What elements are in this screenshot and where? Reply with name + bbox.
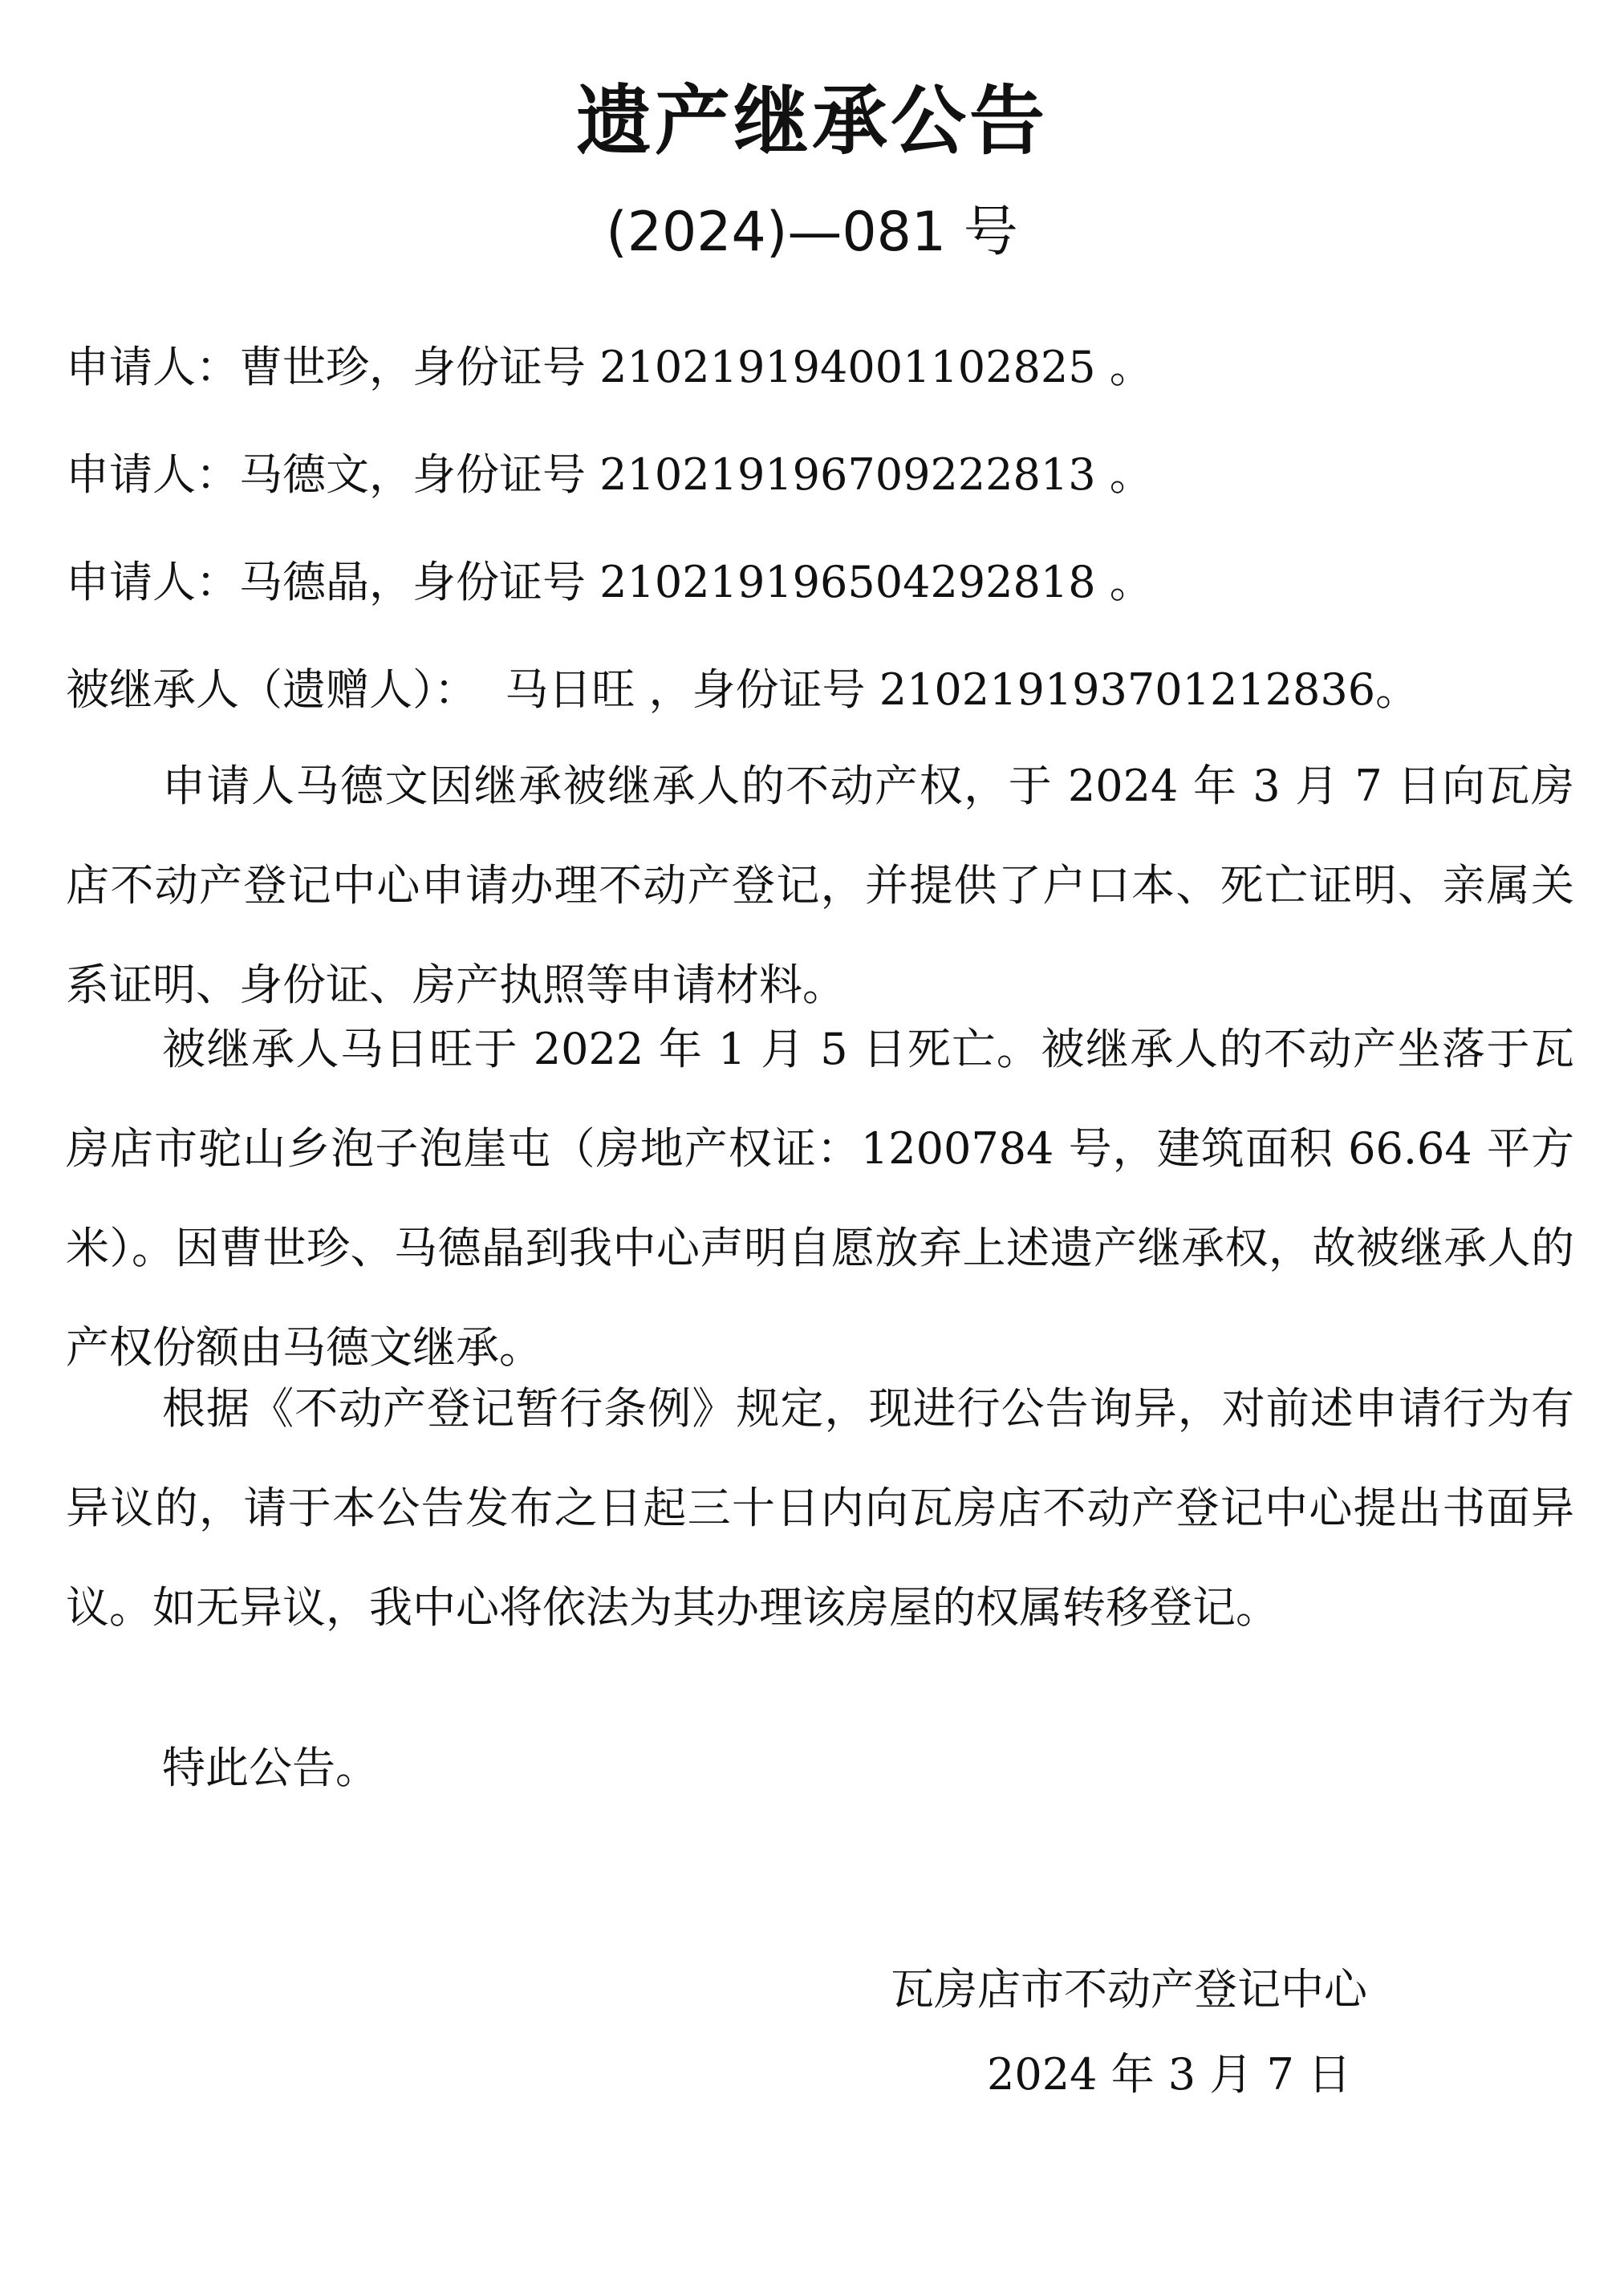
line-end: 。 [1095,342,1153,392]
decedent-name: 马日旺 [505,664,635,715]
applicant-line [66,443,1574,507]
issuing-organization: 瓦房店市不动产登记中心 [891,1964,1367,2015]
applicant-label: 申请人： [66,557,239,607]
decedent-id-number: 210219193701212836 [879,664,1376,715]
applicant-line [66,335,1574,400]
notice-title: 遗产继承公告 [575,78,1048,165]
id-label: ，身份证号 [369,449,600,500]
paragraph-decedent-property: 被继承人马日旺于 2022 年 1 月 5 日死亡。被继承人的不动产坐落于瓦房店市驼山乡泡子泡崖屯（房地产权证：1200784 号，建筑面积 66.64 平方米）。因曹世珍、马德晶到我中心声明自愿放弃上述遗产继承权，故被继承人的产权份额由马德文继承。 [66,1024,1574,1373]
line-end: 。 [1375,664,1419,715]
paragraph-objection-notice: 根据《不动产登记暂行条例》规定，现进行公告询异，对前述申请行为有异议的，请于本公告发布之日起三十日内向瓦房店不动产登记中心提出书面异议。如无异议，我中心将依法为其办理该房屋的权属转移登记。 [66,1383,1574,1633]
issue-date: 2024 年 3 月 7 日 [987,2049,1351,2100]
decedent-label: 被继承人（遗赠人）： [66,664,505,715]
document-number: (2024)—081 号 [606,201,1018,264]
applicant-id-number: 210219196709222813 [599,449,1096,500]
applicant-label: 申请人： [66,449,239,500]
id-label: ，身份证号 [635,664,879,715]
id-label: ，身份证号 [369,342,600,392]
applicant-id-number: 210219196504292818 [599,557,1096,607]
id-label: ，身份证号 [369,557,600,607]
applicant-name: 马德文 [239,449,369,500]
line-end: 。 [1095,449,1153,500]
line-end: 。 [1095,557,1153,607]
paragraph-application: 申请人马德文因继承被继承人的不动产权，于 2024 年 3 月 7 日向瓦房店不动产登记中心申请办理不动产登记，并提供了户口本、死亡证明、亲属关系证明、身份证、房产执照等申请材料。 [66,761,1574,1010]
applicant-id-number: 210219194001102825 [599,342,1096,392]
applicant-name: 曹世珍 [239,342,369,392]
paragraph-closing: 特此公告。 [162,1743,379,1793]
applicant-label: 申请人： [66,342,239,392]
applicant-name: 马德晶 [239,557,369,607]
applicant-line [66,550,1574,615]
decedent-line [66,658,1574,722]
